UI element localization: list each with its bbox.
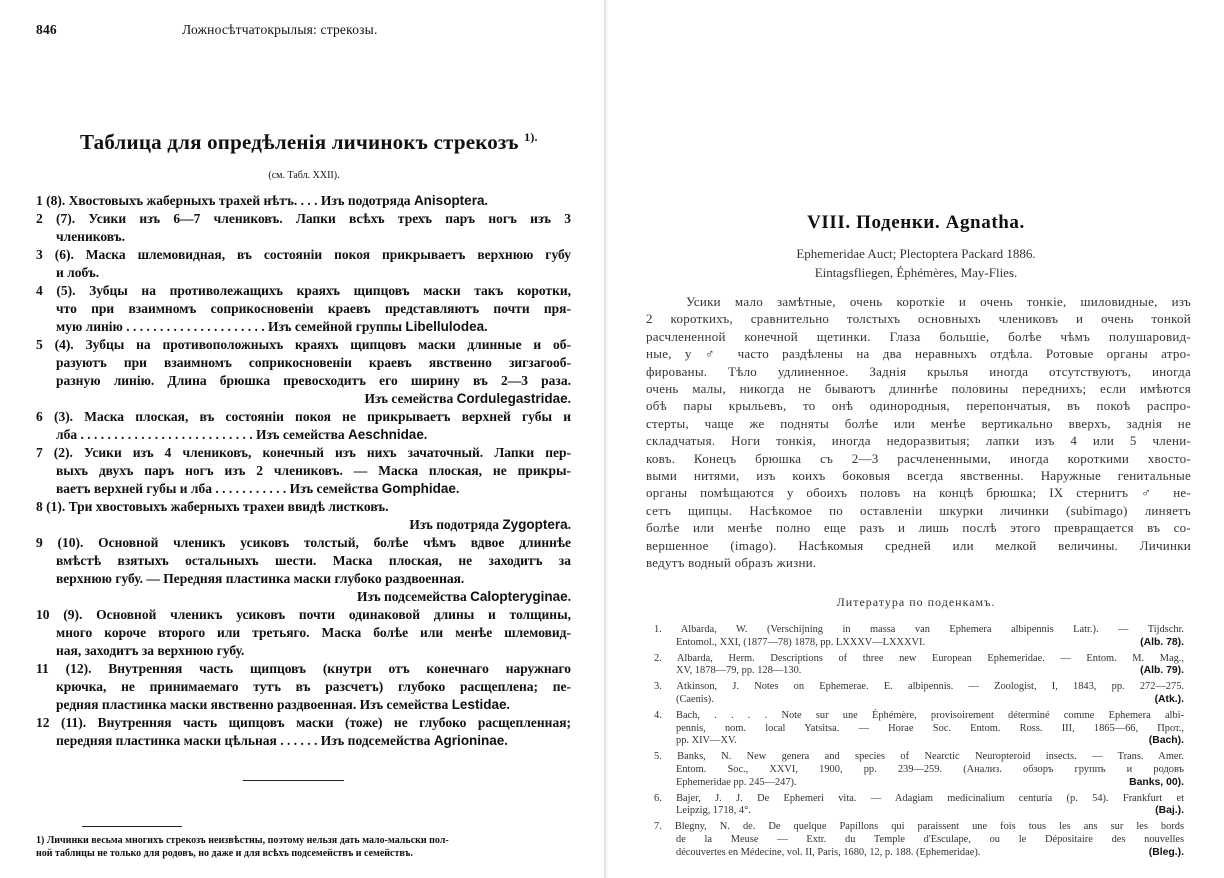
key-entry bbox=[36, 714, 571, 750]
paragraph-line: 2 короткихъ, сравнительно толстыхъ основныхъ члениковъ и очень тонкой bbox=[646, 311, 1191, 327]
reference-line: 2. Albarda, Herm. Descriptions of three new European Ephemeridae. — Entom. M. Mag., bbox=[654, 652, 1184, 664]
paragraph-line: сетъ щипцы. Насѣкомое по оставленіи шкурки личинки (subimago) линяетъ bbox=[646, 502, 1191, 518]
paragraph-line: ковъ. Конецъ брюшка съ 2—3 расчлененными, иногда короткими хвосто- bbox=[646, 450, 1191, 466]
footnote-divider bbox=[82, 826, 182, 827]
running-title: Ложносѣтчатокрылыя: стрекозы. bbox=[182, 22, 378, 37]
reference-code: (Baj.). bbox=[1155, 805, 1184, 817]
taxon-name: Gomphidae bbox=[381, 481, 456, 496]
key-line: 9 (10). Основной членикъ усиковъ толстый, болѣе чѣмъ вдвое длиннѣе bbox=[36, 535, 571, 550]
taxon-name: Cordulegastridae bbox=[456, 391, 568, 406]
common-names-line: Eintagsfliegen, Éphémères, May-Flies. bbox=[814, 265, 1018, 280]
reference-line: (Bleg.). découvertes en Médecine, vol. II, Paris, 1680, 12, p. 188. (Ephemeridae). bbox=[676, 846, 1184, 858]
key-entry bbox=[36, 444, 571, 498]
key-line: Изъ семейства Cordulegastridae. bbox=[364, 391, 571, 406]
reference-line: (Alb. 78). Entomol., XXI, (1877—78) 1878, pp. LXXXV—LXXXVI. bbox=[676, 636, 1184, 648]
key-entry bbox=[36, 534, 571, 606]
paragraph-line: фированы. Тѣло удлиненное. Заднія крылья иногда отсутствуютъ, иногда bbox=[646, 363, 1191, 379]
key-entry bbox=[36, 246, 571, 282]
key-line: 7 (2). Усики изъ 4 члениковъ, конечный изъ нихъ зачаточный. Лапки пер- bbox=[36, 445, 571, 460]
key-entry bbox=[36, 660, 571, 714]
paragraph-line: органы помѣщаются у обоихъ половъ на концѣ брюшка; IX стернитъ ♂ не- bbox=[646, 485, 1191, 501]
footnote bbox=[36, 834, 571, 860]
key-table-title bbox=[80, 130, 538, 155]
key-line: 1 (8). Хвостовыхъ жаберныхъ трахей нѣтъ. . . . Изъ подотряда Anisoptera. bbox=[36, 193, 488, 208]
literature-heading: Литература по поденкамъ. bbox=[836, 595, 996, 609]
section-divider bbox=[243, 780, 344, 781]
paragraph-line: Усики мало замѣтные, очень короткіе и очень тонкіе, шиловидные, изъ bbox=[686, 294, 1191, 309]
key-line: разуютъ при взаимномъ соприкосновеніи краевъ явственно зигзагооб- bbox=[56, 355, 571, 370]
reference-line: (Baj.). Leipzig, 1718, 4°. bbox=[676, 805, 1184, 817]
reference-line: (Atk.). (Caenis). bbox=[676, 693, 1184, 705]
reference-line: (Alb. 79). XV, 1878—79, pp. 128—130. bbox=[676, 665, 1184, 677]
page-number: 846 bbox=[36, 22, 57, 37]
paragraph-line: выми нитями, изъ коихъ боковыя всегда явственны. Наружные генитальные bbox=[646, 468, 1191, 484]
key-line: и лобъ. bbox=[56, 265, 100, 280]
key-entry bbox=[36, 210, 571, 246]
key-line: 4 (5). Зубцы на противолежащихъ краяхъ щипцовъ маски такъ коротки, bbox=[36, 283, 571, 298]
key-line: Изъ подотряда Zygoptera. bbox=[409, 517, 571, 532]
reference-item bbox=[654, 821, 1184, 859]
key-line: что при взаимномъ соприкосновеніи краевъ представляютъ почти пря- bbox=[56, 301, 571, 316]
key-line: 12 (11). Внутренняя часть щипцовъ маски (тоже) не глубоко расщепленная; bbox=[36, 715, 571, 730]
identification-key bbox=[36, 192, 571, 750]
key-line: 6 (3). Маска плоская, въ состояніи покоя не прикрываетъ верхней губы и bbox=[36, 409, 571, 424]
paragraph-line: болѣе или менѣе полно еще разъ и лишь послѣ этого превращается въ со- bbox=[646, 520, 1191, 536]
chapter-heading: VIII. Поденки. Agnatha. bbox=[807, 212, 1025, 233]
paragraph-line: ведутъ водный образъ жизни. bbox=[646, 555, 817, 571]
key-line: вмѣстѣ взятыхъ остальныхъ шести. Маска плоская, не заходитъ за bbox=[56, 553, 571, 568]
see-table-note: (см. Табл. XXII). bbox=[268, 170, 340, 181]
key-line: Изъ подсемейства Calopteryginae. bbox=[357, 589, 571, 604]
reference-line: pennis, nom. local Yatsitsa. — Horae Soc. Entom. Ross. III, 1865—66, Прот., bbox=[676, 722, 1184, 734]
reference-code: (Atk.). bbox=[1154, 693, 1184, 705]
key-line: 2 (7). Усики изъ 6—7 члениковъ. Лапки всѣхъ трехъ паръ ногъ изъ 3 bbox=[36, 211, 571, 226]
key-line: 11 (12). Внутренняя часть щипцовъ (кнутри отъ конечнаго наружнаго bbox=[36, 661, 571, 676]
reference-line: (Bach). pp. XIV—XV. bbox=[676, 735, 1184, 747]
footnote-line: ной таблицы не только для родовъ, но даже и для всѣхъ подсемействъ и семействъ. bbox=[36, 848, 413, 859]
footnote-marker: 1). bbox=[524, 130, 538, 144]
key-line: передняя пластинка маски цѣльная . . . . . . Изъ подсемейства Agrioninae. bbox=[56, 733, 508, 748]
left-page bbox=[0, 0, 608, 878]
key-entry bbox=[36, 408, 571, 444]
reference-code: Banks, 00). bbox=[1129, 776, 1184, 788]
taxon-name: Anisoptera bbox=[413, 193, 485, 208]
key-line: 10 (9). Основной членикъ усиковъ почти одинаковой длины и толщины, bbox=[36, 607, 571, 622]
reference-item bbox=[654, 624, 1184, 650]
taxon-name: Libellulodea bbox=[405, 319, 485, 334]
taxon-name: Lestidae bbox=[451, 697, 507, 712]
key-line: лба . . . . . . . . . . . . . . . . . . . . . . . . . . Изъ семейства Aeschnidae. bbox=[56, 427, 428, 442]
key-line: редняя пластинка маски явственно раздвоенная. Изъ семейства Lestidae. bbox=[56, 697, 510, 712]
right-page bbox=[608, 0, 1224, 878]
reference-line: Entom. Soc., XXVI, 1900, pp. 239—259. (Анализ. обзоръ группъ и родовъ bbox=[676, 763, 1184, 775]
footnote-line: 1) Личинки весьма многихъ стрекозъ неизвѣстны, поэтому нельзя дать мало-мальски пол- bbox=[36, 835, 449, 846]
reference-line: 5. Banks, N. New genera and species of Nearctic Neuropteroid insects. — Trans. Amer. bbox=[654, 751, 1184, 763]
description-paragraph bbox=[646, 293, 1191, 572]
reference-item bbox=[654, 793, 1184, 819]
reference-line: 6. Bajer, J. J. De Ephemeri vita. — Adagiam medicinalium centuria (p. 54). Frankfurt et bbox=[654, 792, 1184, 804]
taxon-name: Zygoptera bbox=[502, 517, 568, 532]
reference-item bbox=[654, 653, 1184, 679]
paragraph-line: ные, у ♂ часто раздѣлены на два неравныхъ отдѣла. Ротовые органы атро- bbox=[646, 346, 1191, 362]
reference-code: (Bleg.). bbox=[1148, 846, 1184, 858]
key-entry bbox=[36, 498, 571, 534]
key-line: ваетъ верхней губы и лба . . . . . . . . . . . Изъ семейства Gomphidae. bbox=[56, 481, 460, 496]
key-line: крючка, не принимаемаго тутъ въ разсчетъ) глубоко расщеплена; пе- bbox=[56, 679, 571, 694]
reference-list bbox=[654, 624, 1184, 863]
synonyms-line: Ephemeridae Auct; Plectoptera Packard 1886. bbox=[796, 246, 1036, 261]
key-entry bbox=[36, 336, 571, 408]
paragraph-line: расчлененной конечной щетинки. Глаза большіе, болѣе чѣмъ полушаровид- bbox=[646, 328, 1191, 344]
key-line: члениковъ. bbox=[56, 229, 125, 244]
reference-item bbox=[654, 751, 1184, 789]
reference-line: 3. Atkinson, J. Notes on Ephemerae. E. albipennis. — Zoologist, I, 1843, pp. 272—275. bbox=[654, 681, 1184, 693]
reference-line: 1. Albarda, W. (Verschijning in massa van Ephemera albipennis Latr.). — Tijdschr. bbox=[654, 624, 1184, 635]
key-entry bbox=[36, 606, 571, 660]
reference-item bbox=[654, 710, 1184, 748]
reference-code: (Alb. 79). bbox=[1140, 665, 1184, 677]
key-line: разную линію. Длина брюшка превосходитъ его ширину въ 2—3 раза. bbox=[56, 373, 571, 388]
key-line: много короче второго или третьяго. Маска болѣе или менѣе шлемовид- bbox=[56, 625, 571, 640]
reference-code: (Alb. 78). bbox=[1140, 636, 1184, 648]
reference-line: Banks, 00). Ephemeridae pp. 245—247). bbox=[676, 776, 1184, 788]
key-line: 3 (6). Маска шлемовидная, въ состояніи покоя прикрываетъ верхнюю губу bbox=[36, 247, 571, 262]
key-line: 8 (1). Три хвостовыхъ жаберныхъ трахеи ввидѣ листковъ. bbox=[36, 499, 389, 514]
key-line: мую линію . . . . . . . . . . . . . . . . . . . . . Изъ семейной группы Libellulodea. bbox=[56, 319, 488, 334]
taxon-name: Calopteryginae bbox=[470, 589, 568, 604]
reference-code: (Bach). bbox=[1148, 735, 1184, 747]
paragraph-line: обѣ пары крыльевъ, то онѣ одинородныя, перепончатыя, въ покоѣ распро- bbox=[646, 398, 1191, 414]
paragraph-line: вершенное (imago). Насѣкомыя средней или мелкой величины. Личинки bbox=[646, 537, 1191, 553]
reference-line: 4. Bach, . . . . Note sur une Éphémère, provisoirement déterminé comme Ephemera albi- bbox=[654, 709, 1184, 721]
key-line: верхнюю губу. — Передняя пластинка маски глубоко раздвоенная. bbox=[56, 571, 465, 586]
key-line: ная, заходитъ за верхнюю губу. bbox=[56, 643, 245, 658]
paragraph-line: очень малы, никогда не бываютъ длиннѣе половины переднихъ; если имѣются bbox=[646, 381, 1191, 397]
paragraph-line: складчатыя. Ноги тонкія, иногда недоразвитыя; лапки изъ 4 или 5 члени- bbox=[646, 433, 1191, 449]
key-table-title-text: Таблица для опредѣленія личинокъ стрекозъ bbox=[80, 130, 519, 154]
key-line: выхъ двухъ паръ ногъ изъ 2 члениковъ. — Маска плоская, не прикры- bbox=[56, 463, 571, 478]
paragraph-line: стерты, чаще же подняты болѣе или менѣе вертикально вверхъ, заднія не bbox=[646, 415, 1191, 431]
key-entry bbox=[36, 282, 571, 336]
taxon-name: Aeschnidae bbox=[348, 427, 424, 442]
taxon-name: Agrioninae bbox=[433, 733, 505, 748]
reference-line: de la Meuse — Extr. du Temple d'Esculape, ou le Dépositaire des nouvelles bbox=[676, 833, 1184, 845]
key-entry bbox=[36, 192, 571, 210]
key-line: 5 (4). Зубцы на противоположныхъ краяхъ щипцовъ маски длинные и об- bbox=[36, 337, 571, 352]
reference-item bbox=[654, 681, 1184, 707]
reference-line: 7. Blegny, N. de. De quelque Papillons qui paraissent une fois tous les ans sur les bords bbox=[654, 821, 1184, 833]
